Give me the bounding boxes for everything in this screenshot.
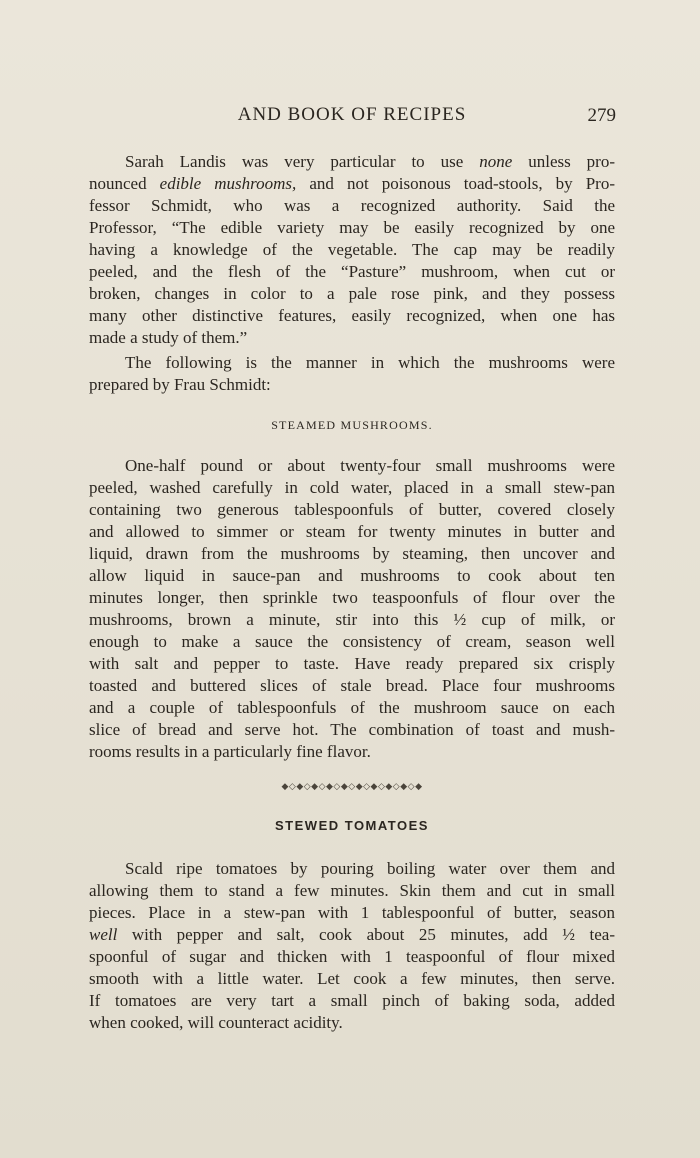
text-line: well with pepper and salt, cook about 25 minutes, add ½ tea- <box>89 925 615 944</box>
text-line: Scald ripe tomatoes by pouring boiling water over them and <box>125 859 615 878</box>
text-line: toasted and buttered slices of stale bread. Place four mushrooms <box>89 676 615 695</box>
text-line: and a couple of tablespoonfuls of the mushroom sauce on each <box>89 698 615 717</box>
decorative-divider: ◆◇◆◇◆◇◆◇◆◇◆◇◆◇◆◇◆◇◆ <box>281 781 423 791</box>
text-line: broken, changes in color to a pale rose pink, and they possess <box>89 284 615 303</box>
text-line: One-half pound or about twenty-four small mushrooms were <box>125 456 615 475</box>
paragraph-stewed-tomatoes <box>89 858 615 1034</box>
text-line: with salt and pepper to taste. Have ready prepared six crisply <box>89 654 615 673</box>
text-line: when cooked, will counteract acidity. <box>89 1013 343 1032</box>
text-line: mushrooms, brown a minute, stir into this ½ cup of milk, or <box>89 610 615 629</box>
text-line: liquid, drawn from the mushrooms by steaming, then uncover and <box>89 544 615 563</box>
text-line: peeled, washed carefully in cold water, placed in a small stew-pan <box>89 478 615 497</box>
text-line: fessor Schmidt, who was a recognized authority. Said the <box>89 196 615 215</box>
text-line: Professor, “The edible variety may be easily recognized by one <box>89 218 615 237</box>
page-number: 279 <box>587 105 616 126</box>
text-line: allow liquid in sauce-pan and mushrooms to cook about ten <box>89 566 615 585</box>
text-line: Sarah Landis was very particular to use none unless pro- <box>125 152 615 171</box>
text-line: smooth with a little water. Let cook a few minutes, then serve. <box>89 969 615 988</box>
paragraph-preparation-intro <box>89 352 615 396</box>
text-line: pieces. Place in a stew-pan with 1 tablespoonful of butter, season <box>89 903 615 922</box>
text-line: If tomatoes are very tart a small pinch of baking soda, added <box>89 991 615 1010</box>
text-line: spoonful of sugar and thicken with 1 teaspoonful of flour mixed <box>89 947 615 966</box>
text-line: nounced edible mushrooms, and not poisonous toad-stools, by Pro- <box>89 174 616 193</box>
recipe-heading-stewed-tomatoes: STEWED TOMATOES <box>275 818 429 833</box>
recipe-heading-steamed-mushrooms: STEAMED MUSHROOMS. <box>271 418 433 432</box>
text-line: allowing them to stand a few minutes. Skin them and cut in small <box>89 881 615 900</box>
text-line: containing two generous tablespoonfuls of butter, covered closely <box>89 500 615 519</box>
paragraph-mushroom-intro <box>89 151 615 349</box>
running-title: AND BOOK OF RECIPES <box>237 104 467 125</box>
text-line: peeled, and the flesh of the “Pasture” mushroom, when cut or <box>89 262 615 281</box>
text-line: The following is the manner in which the mushrooms were <box>125 353 615 372</box>
text-line: rooms results in a particularly fine flavor. <box>89 742 371 761</box>
text-line: slice of bread and serve hot. The combination of toast and mush- <box>89 720 615 739</box>
text-line: prepared by Frau Schmidt: <box>89 375 271 394</box>
paragraph-steamed-mushrooms <box>89 455 615 763</box>
text-line: enough to make a sauce the consistency of cream, season well <box>89 632 615 651</box>
text-line: made a study of them.” <box>89 328 248 347</box>
text-line: many other distinctive features, easily recognized, when one has <box>89 306 615 325</box>
text-line: having a knowledge of the vegetable. The cap may be readily <box>89 240 615 259</box>
text-line: and allowed to simmer or steam for twenty minutes in butter and <box>89 522 615 541</box>
text-line: minutes longer, then sprinkle two teaspoonfuls of flour over the <box>89 588 615 607</box>
